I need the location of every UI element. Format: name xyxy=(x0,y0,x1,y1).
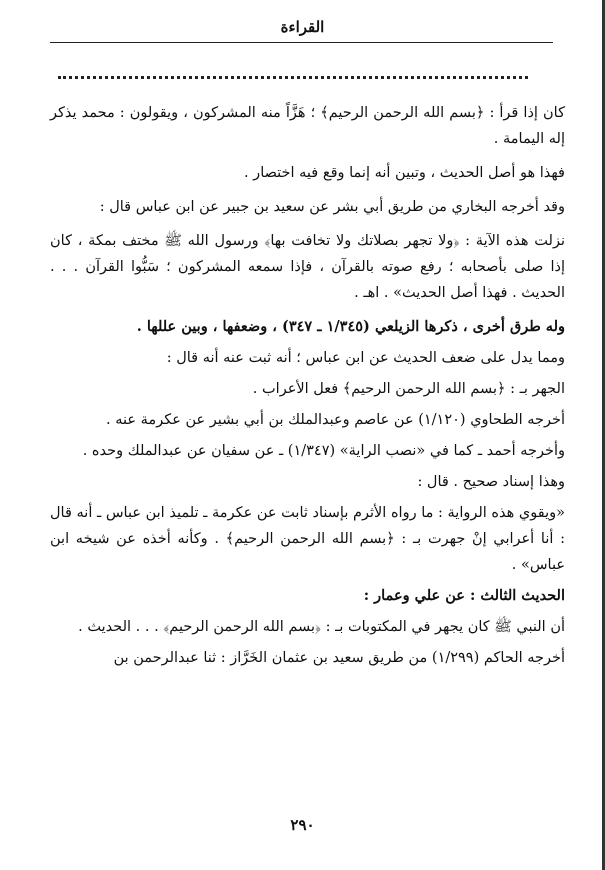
paragraph: نزلت هذه الآية : ﴿ولا تجهر بصلاتك ولا تخافت بها﴾ ورسول الله ﷺ مختف بمكة ، كان إذا صلى بأصحابه ؛ رفع صوته بالقرآن ، فإذا سمعه المشركون ؛ سَبُّوا القرآن . . . الحديث . فهذا أصل الحديث» . اهـ . xyxy=(50,233,565,301)
paragraph: وقد أخرجه البخاري من طريق أبي بشر عن سعيد بن جبير عن ابن عباس قال : xyxy=(99,199,565,215)
body-text xyxy=(50,100,565,676)
page-number: ٢٩٠ xyxy=(290,816,315,834)
paragraph: أخرجه الحاكم (١/٢٩٩) من طريق سعيد بن عثمان الخَرَّاز : ثنا عبدالرحمن بن xyxy=(113,650,565,666)
dotted-separator xyxy=(58,76,528,79)
paragraph: وله طرق أخرى ، ذكرها الزيلعي (١/٣٤٥ ـ ٣٤٧) ، وضعفها ، وبين عللها . xyxy=(136,318,565,335)
paragraph: وأخرجه أحمد ـ كما في «نصب الراية» (١/٣٤٧) ـ عن سفيان عن عبدالملك وحده . xyxy=(82,443,565,459)
paragraph: الجهر بـ : ﴿بسم الله الرحمن الرحيم﴾ فعل الأعراب . xyxy=(252,381,565,397)
paragraph: «ويقوي هذه الرواية : ما رواه الأثرم بإسناد ثابت عن عكرمة ـ تلميذ ابن عباس ـ أنه قال : أنا أعرابي إنْ جهرت بـ : ﴿بسم الله الرحمن الرحيم﴾ . وكأنه أخذه عن شيخه ابن عباس» . xyxy=(50,505,565,573)
header-rule xyxy=(50,42,553,43)
paragraph: كان إذا قرأ : ﴿بسم الله الرحمن الرحيم﴾ ؛ هَزَّاً منه المشركون ، ويقولون : محمد يذكر إله اليمامة . xyxy=(50,105,565,147)
paragraph: ومما يدل على ضعف الحديث عن ابن عباس ؛ أنه ثبت عنه أنه قال : xyxy=(166,350,565,366)
paragraph: أخرجه الطحاوي (١/١٢٠) عن عاصم وعبدالملك بن أبي بشير عن عكرمة عنه . xyxy=(106,412,565,428)
paragraph: وهذا إسناد صحيح . قال : xyxy=(417,474,565,490)
paragraph: أن النبي ﷺ كان يجهر في المكتوبات بـ : ﴿بسم الله الرحمن الرحيم﴾ . . . الحديث . xyxy=(78,619,565,635)
section-heading: الحديث الثالث : عن علي وعمار : xyxy=(363,587,565,604)
running-header-title: القراءة xyxy=(280,18,325,36)
paragraph: فهذا هو أصل الحديث ، وتبين أنه إنما وقع فيه اختصار . xyxy=(243,165,565,181)
